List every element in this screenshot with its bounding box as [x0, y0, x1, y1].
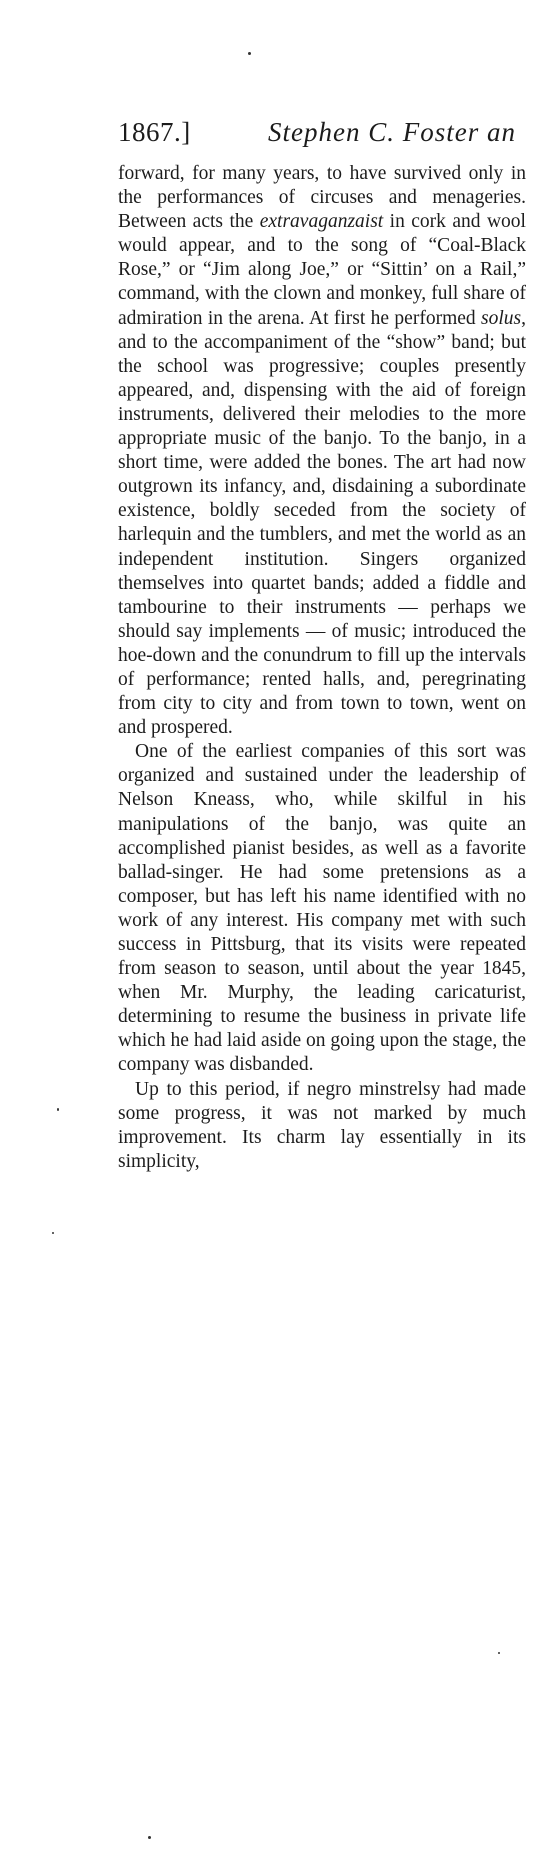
running-title: Stephen C. Foster an	[268, 117, 516, 147]
italic-text: extravaganzaist	[259, 211, 384, 233]
text-run: , and to the accompaniment of the “show” band; but the school was progressive; couples presently appeared, and, dispensing with the aid of foreign instruments, delivered their melodies to the more appropriate music of the banjo. To the banjo, in a short time, were added the bones. The art had now outgrown its infancy, and, disdaining a subordinate existence, boldly seceded from the society of harlequin and the tumblers, and met the world as an independent institution. Singers organized themselves into quartet bands; added a fiddle and tambourine to their instruments — perhaps we should say implements — of music; introduced the hoe-down and the conundrum to fill up the intervals of performance; rented halls, and, peregrinating from city to city and from town to town, went on and prospered.	[118, 307, 526, 739]
ink-speck	[148, 1836, 151, 1839]
text-run: forward, for many years, to have survived only in the performances of circuses and menageries. Between acts the	[118, 163, 526, 233]
page-number: 1867.]	[118, 117, 191, 147]
paragraph	[118, 162, 526, 740]
ink-speck	[248, 52, 251, 55]
paragraph	[118, 740, 526, 1077]
page-header	[118, 112, 538, 152]
italic-text: solus	[481, 307, 522, 329]
body-text	[118, 162, 526, 1174]
text-run: Up to this period, if negro minstrelsy had made some progress, it was not marked by much improvement. Its charm lay essentially in its simplicity,	[118, 1078, 526, 1172]
ink-speck	[57, 1108, 59, 1111]
text-run: One of the earliest companies of this sort was organized and sustained under the leadership of Nelson Kneass, who, while skilful in his manipulations of the banjo, was quite an accomplished pianist besides, as well as a favorite ballad-singer. He had some pretensions as a composer, but has left his name identified with no work of any interest. His company met with such success in Pittsburg, that its visits were repeated from season to season, until about the year 1845, when Mr. Murphy, the leading caricaturist, determining to resume the business in private life which he had laid aside on going upon the stage, the company was disbanded.	[118, 741, 526, 1076]
ink-speck	[498, 1652, 500, 1654]
text-run: in cork and wool would appear, and to the song of “Coal-Black Rose,” or “Jim along Joe,” or “Sittin’ on a Rail,” command, with the clown and monkey, full share of admiration in the arena. At first he performed	[118, 211, 526, 329]
ink-speck	[52, 1232, 54, 1234]
paragraph	[118, 1078, 526, 1174]
